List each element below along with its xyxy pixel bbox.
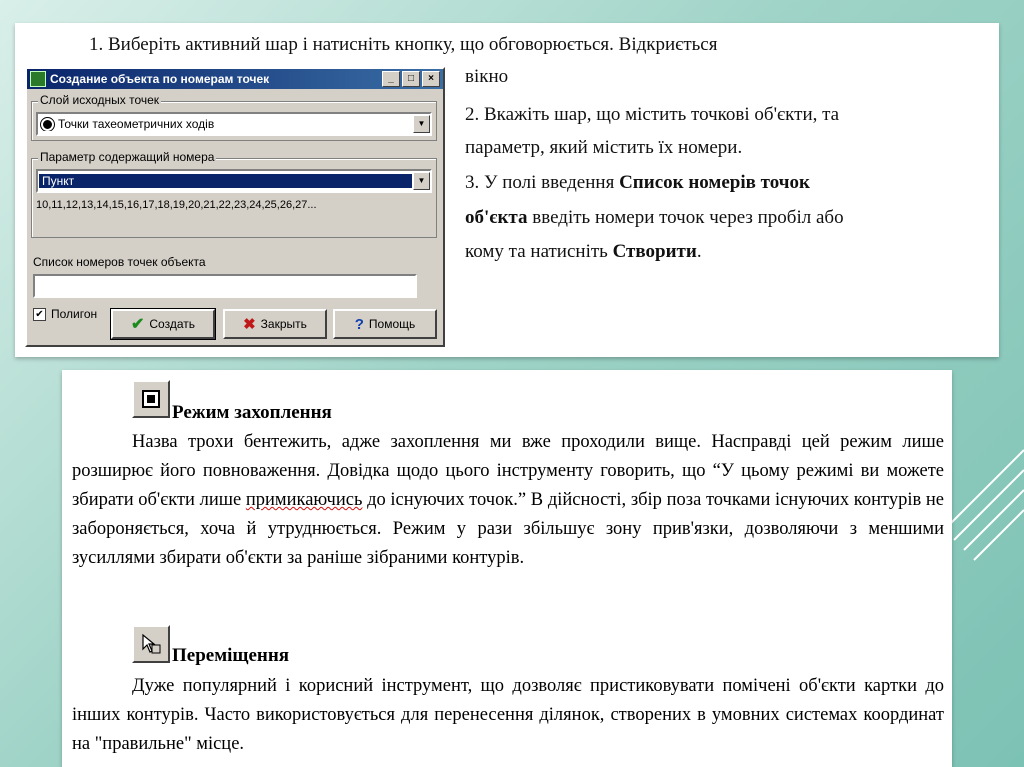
close-button[interactable] xyxy=(223,309,327,339)
instruction-step3a: 3. У полі введення Список номерів точок xyxy=(465,172,810,193)
checkbox-check-icon[interactable]: ✔ xyxy=(33,308,46,321)
polygon-label: Полигон xyxy=(51,307,98,321)
layer-group xyxy=(31,93,437,141)
param-group xyxy=(31,150,437,238)
layer-select-value: Точки тахеометричних ходів xyxy=(58,117,215,131)
paragraph-move: Дуже популярний і корисний інструмент, що дозволяє пристиковувати помічені об'єкти картки до інших контурів. Часто використовується для перенесення ділянок, створених в умовних системах координат на "правильне" місце. xyxy=(72,676,944,754)
param-group-label: Параметр содержащий номера xyxy=(40,150,215,164)
capture-mode-icon xyxy=(132,380,170,418)
polygon-checkbox[interactable] xyxy=(33,307,97,321)
chevron-down-icon[interactable]: ▼ xyxy=(413,115,430,133)
paragraph-capture-mode: Назва трохи бентежить, адже захоплення ми вже проходили вище. Насправді цей режим лише розширює його повноваження. Довідка щодо цього інструменту говорить, що “У цьому режимі ви можете збирати об'єкти лише примикаючись до існуючих точок.” В дійсності, збір поза точками існуючих контурів не забороняється, хоча й утруднюється. Режим у рази збільшує зону прив'язки, дозволяючи з меншими зусиллями збирати об'єкти за раніше зібраними контурів. xyxy=(72,432,944,568)
create-button[interactable] xyxy=(111,309,215,339)
layer-select[interactable] xyxy=(36,112,432,136)
help-icon: ? xyxy=(354,315,364,333)
top-slide-panel xyxy=(15,23,999,357)
move-tool-icon xyxy=(132,625,170,663)
param-select[interactable] xyxy=(36,169,432,193)
layer-radio-icon xyxy=(41,118,54,131)
create-button-label: Создать xyxy=(149,317,195,331)
instruction-step2b: параметр, який містить їх номери. xyxy=(465,137,743,158)
instruction-step1: 1. Виберіть активний шар і натисніть кнопку, що обговорюється. Відкриється xyxy=(89,34,718,55)
param-select-value: Пункт xyxy=(39,174,412,188)
instruction-step1-cont: вікно xyxy=(465,66,509,87)
heading-capture-mode: Режим захоплення xyxy=(172,402,332,423)
close-icon: ✖ xyxy=(243,316,256,333)
document-panel xyxy=(62,370,952,767)
instruction-step2a: 2. Вкажіть шар, що містить точкові об'єкти, та xyxy=(465,104,840,125)
close-window-button[interactable]: × xyxy=(422,71,440,87)
misspelled-word: примикаючись xyxy=(245,490,363,510)
help-button-label: Помощь xyxy=(368,317,416,331)
points-list-input[interactable] xyxy=(33,274,417,298)
minimize-button[interactable]: _ xyxy=(382,71,400,87)
dialog-titlebar[interactable] xyxy=(27,69,443,89)
layer-group-label: Слой исходных точек xyxy=(40,93,160,107)
app-icon xyxy=(30,71,46,87)
instruction-step3b: об'єкта введіть номери точок через пробіл або xyxy=(465,207,844,228)
create-object-dialog xyxy=(25,67,445,347)
close-button-label: Закрыть xyxy=(260,317,307,331)
help-button[interactable] xyxy=(333,309,437,339)
instruction-step3c: кому та натисніть Створити. xyxy=(465,241,702,262)
numbers-list: 10,11,12,13,14,15,16,17,18,19,20,21,22,23,24,25,26,27... xyxy=(36,199,317,211)
maximize-button[interactable]: □ xyxy=(402,71,420,87)
check-icon: ✔ xyxy=(130,316,145,333)
chevron-down-icon[interactable]: ▼ xyxy=(413,172,430,190)
heading-move: Переміщення xyxy=(172,645,290,666)
dialog-title: Создание объекта по номерам точек xyxy=(50,72,270,86)
points-list-label: Список номеров точек объекта xyxy=(33,255,206,269)
